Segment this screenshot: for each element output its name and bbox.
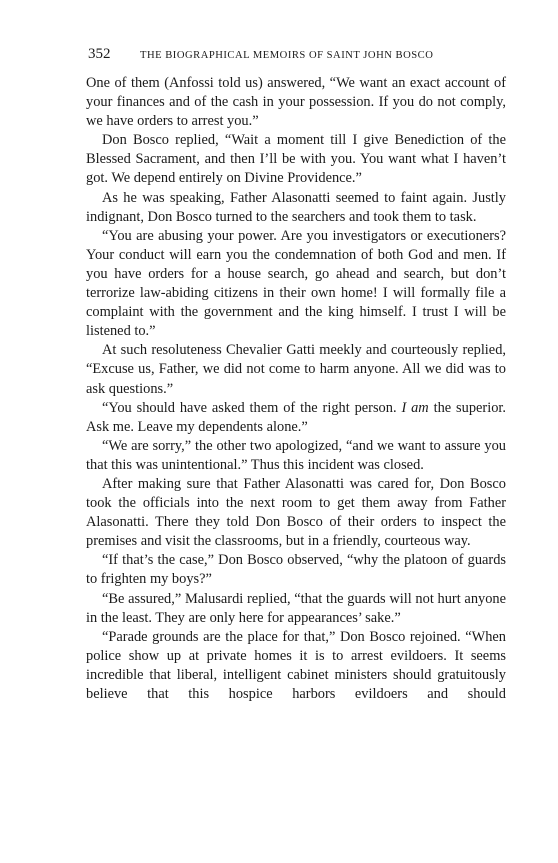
page-header [88, 46, 506, 63]
paragraph: After making sure that Father Alasonatti was cared for, Don Bosco took the officials into the next room to get them away from Father Alasonatti. There they told Don Bosco of their orders to inspect the premises and visit the classrooms, but in a friendly, courteous way. [86, 475, 506, 550]
paragraph: “You are abusing your power. Are you investigators or executioners? Your conduct will earn you the condemnation of both God and men. If you have orders for a house search, go ahead and search, but don’t terrorize law-abiding citizens in their own home! I will formally file a complaint with the government and the king himself. I trust I will be listened to.” [86, 227, 506, 340]
paragraph: As he was speaking, Father Alasonatti seemed to faint again. Justly indignant, Don Bosco turned to the searchers and took them to task. [86, 189, 506, 225]
body-text [86, 74, 506, 704]
paragraph: One of them (Anfossi told us) answered, “We want an exact account of your finances and of the cash in your possession. If you do not comply, we have orders to arrest you.” [86, 75, 506, 130]
paragraph: “We are sorry,” the other two apologized, “and we want to assure you that this was unintentional.” Thus this incident was closed. [86, 437, 506, 473]
paragraph: At such resoluteness Chevalier Gatti meekly and courteously replied, “Excuse us, Father, we did not come to harm anyone. All we did was to ask questions.” [86, 342, 506, 397]
emphasized-text: I am [401, 399, 429, 416]
paragraph: “Parade grounds are the place for that,” Don Bosco rejoined. “When police show up at private homes it is to arrest evildoers. It seems incredible that liberal, intelligent cabinet ministers should gratuitously believe that this hospice harbors evildoers and should [86, 628, 506, 702]
running-head: THE BIOGRAPHICAL MEMOIRS OF SAINT JOHN BOSCO [140, 50, 434, 61]
paragraph: Don Bosco replied, “Wait a moment till I give Benediction of the Blessed Sacrament, and then I’ll be with you. You want what I haven’t got. We depend entirely on Divine Providence.” [86, 132, 506, 187]
paragraph: “If that’s the case,” Don Bosco observed, “why the platoon of guards to frighten my boys?” [86, 552, 506, 588]
paragraph [86, 399, 506, 437]
paragraph-text: the superior. Ask me. Leave my dependents alone.” [86, 399, 506, 435]
paragraph-text: “You should have asked them of the right person. [102, 399, 402, 416]
paragraph: “Be assured,” Malusardi replied, “that the guards will not hurt anyone in the least. They are only here for appearances’ sake.” [86, 590, 506, 626]
page-number: 352 [88, 46, 111, 62]
